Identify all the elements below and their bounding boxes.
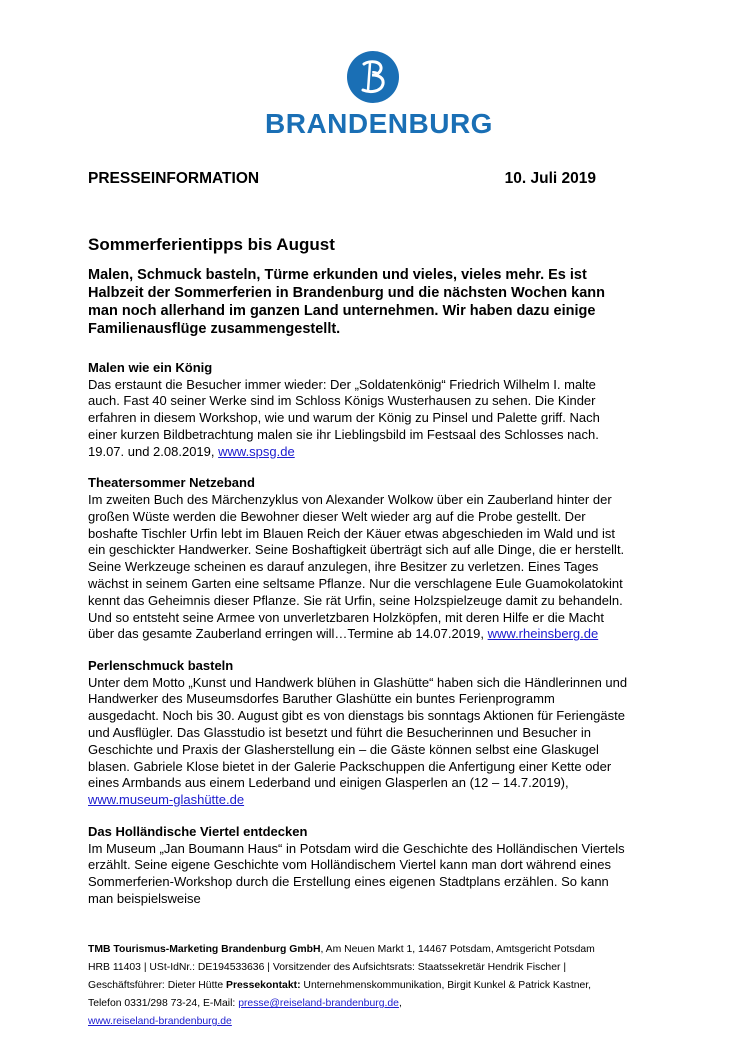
footer-company: TMB Tourismus-Marketing Brandenburg GmbH <box>88 944 321 955</box>
footer-press-label: Pressekontakt: <box>226 980 301 991</box>
section-hollaendisches-viertel <box>88 824 628 908</box>
page-title: Sommerferientipps bis August <box>88 235 335 254</box>
press-date: 10. Juli 2019 <box>504 170 596 187</box>
section-malen <box>88 360 628 460</box>
brandenburg-b-logo-icon <box>346 50 400 104</box>
section-perlenschmuck <box>88 658 628 809</box>
section-body: Im zweiten Buch des Märchenzyklus von Alexander Wolkow über ein Zauberland hinter der großen Wüste werden die Bewohner dieser Welt wieder arg auf die Probe gestellt. Der boshafte Tischler Urfin lebt im Blauen Reich der Käuer etwas abgeschieden im Wald und ist ein geschickter Handwerker. Seine Boshaftigkeit überträgt sich auf alle Dinge, die er herstellt. Seine Werkzeuge scheinen es darauf anzulegen, ihre Besitzer zu verletzen. Eines Tages wächst in seinem Garten eine seltsame Pflanze. Nur die verschlagene Eule Guamokolatokint kennt das Geheimnis dieser Pflanze. Sie rät Urfin, seine Holzspielzeuge damit zu behandeln. Und so entsteht seine Armee von unverletzbaren Holzköpfen, mit deren Hilfe er die Macht über das gesamte Zauberland erringen will…Termine ab 14.07.2019, www.rheinsberg.de <box>88 491 625 642</box>
section-heading: Theatersommer Netzeband <box>88 475 255 491</box>
press-label: PRESSEINFORMATION <box>88 170 260 187</box>
section-body: Im Museum „Jan Boumann Haus“ in Potsdam wird die Geschichte des Holländischen Viertels erzählt. Seine eigene Geschichte vom Holländischem Viertel kann man dort während eines Sommerferien-Workshop durch die Erstellung eines eigenen Stadtplans erzählen. So kann man beispielsweise <box>88 840 625 906</box>
section-heading: Malen wie ein König <box>88 360 213 375</box>
section-heading: Perlenschmuck basteln <box>88 658 234 674</box>
section-link[interactable]: www.rheinsberg.de <box>487 626 599 642</box>
article-sections <box>88 360 628 923</box>
section-link[interactable]: www.spsg.de <box>218 443 295 459</box>
brand-logo <box>0 50 746 140</box>
section-heading: Das Holländische Viertel entdecken <box>88 824 308 840</box>
lead-paragraph: Malen, Schmuck basteln, Türme erkunden und vieles, vieles mehr. Es ist Halbzeit der Sommerferien in Brandenburg und die nächsten Wochen kann man noch allerhand im ganzen Land unternehmen. Wir haben dazu einige Familienausflüge zusammengestellt. <box>88 267 605 337</box>
footer-separator: , <box>398 998 402 1009</box>
section-link[interactable]: www.museum-glashütte.de <box>88 792 245 808</box>
footer <box>88 941 618 1031</box>
footer-email-link[interactable]: presse@reiseland-brandenburg.de <box>238 998 399 1009</box>
section-body: Unter dem Motto „Kunst und Handwerk blühen in Glashütte“ haben sich die Händlerinnen und Handwerker des Museumsdorfes Baruther Glashütte ein buntes Ferienprogramm ausgedacht. Noch bis 30. August gibt es von dienstags bis sonntags Aktionen für Feriengäste und Ausflügler. Das Glasstudio ist besetzt und führt die Besucherinnen und Besucher in Geschichte und Praxis der Glasherstellung ein – die Gäste können selbst eine Glaskugel blasen. Gabriele Klose bietet in der Galerie Packschuppen die Anfertigung einer Kette oder eines Armbands aus einem Lederband und einigen Glasperlen an (12 – 14.7.2019), www.museum-glashütte.de <box>88 674 628 808</box>
footer-website-link[interactable]: www.reiseland-brandenburg.de <box>88 1016 232 1027</box>
section-theatersommer <box>88 475 628 643</box>
brand-wordmark: BRANDENBURG <box>265 108 493 139</box>
section-body: Das erstaunt die Besucher immer wieder: Der „Soldatenkönig“ Friedrich Wilhelm I. malte auch. Fast 40 seiner Werke sind im Schloss Königs Wusterhausen zu sehen. Die Kinder erfahren in diesem Workshop, wie und warum der König zu Pinsel und Palette griff. Nach einer kurzen Bildbetrachtung malen sie ihr Lieblingsbild im Festsaal des Schlosses nach. 19.07. und 2.08.2019, www.spsg.de <box>88 376 600 459</box>
document-header <box>88 170 596 188</box>
footer-address: , Am Neuen Markt 1, 14467 Potsdam, Amtsgericht Potsdam HRB 11403 | USt-IdNr.: DE194533636 | Vorsitzender des Aufsichtsrats: Staatssekretär Hendrik Fischer | Geschäftsführer: Dieter Hütte <box>88 944 595 991</box>
footer-press-text: Unternehmenskommunikation, Birgit Kunkel & Patrick Kastner, Telefon 0331/298 73-24, E-Mail: <box>88 980 592 1009</box>
